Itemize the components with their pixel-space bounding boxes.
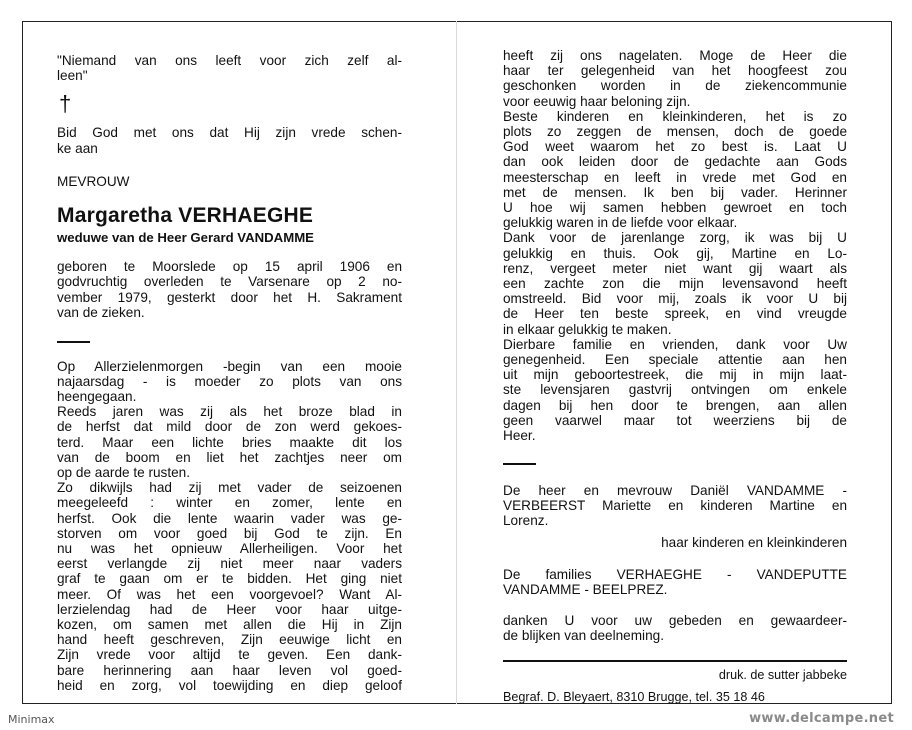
opening-quote: "Niemand van ons leeft voor zich zelf al- leen" <box>57 53 402 84</box>
card-fold <box>456 21 457 704</box>
right-column <box>503 48 847 705</box>
birth-death-paragraph: geboren te Moorslede op 15 april 1906 en godvruchtig overleden te Varsenare op 2 no- vember 1979, gesterkt door het H. Sakrament van de zieken. <box>57 259 402 320</box>
undertaker-credit: Begraf. D. Bleyaert, 8310 Brugge, tel. 35 18 46 <box>503 690 765 705</box>
printer-credit: druk. de sutter jabbeke <box>718 667 847 682</box>
children-paragraph: De heer en mevrouw Daniël VANDAMME - VERBEERST Mariette en kinderen Martine en Lorenz. <box>503 482 847 529</box>
divider-dash <box>57 341 90 343</box>
children-role: haar kinderen en kleinkinderen <box>661 535 847 551</box>
prayer-line: Bid God met ons dat Hij zijn vrede schen- ke aan <box>57 125 402 156</box>
deceased-name: Margaretha VERHAEGHE <box>57 204 314 228</box>
cross-symbol: † <box>59 91 72 117</box>
eulogy-paragraph-right: heeft zij ons nagelaten. Moge de Heer die haar ter gelegenheid van het hoogfeest zou geschonken worden in de ziekencommunie voor eeuwig haar beloning zijn. Beste kinderen en kleinkinderen, het is zo plots zo zeggen de mensen, doch de goede God weet waarom het zo best is. Laat U dan ook leiden door de gedachte aan Gods meesterschap en leeft in vrede met God en met de mensen. Ik ben bij vader. Herinner U hoe wij samen hebben gewroet en toch gelukkig waren in de liefde voor elkaar. Dank voor de jarenlange zorg, ik was bij U gelukkig en thuis. Ook gij, Martine en Lo- renz, vergeet meter niet want gij waart als een zachte zon die mijn levensavond heeft omstreeld. Bid voor mij, zoals ik voor U bij de Heer ten beste spreek, en vind vreugde in elkaar gelukkig te maken. Dierbare familie en vrienden, dank voor Uw genegenheid. Een speciale attentie aan hen uit mijn geboortestreek, die mij in mijn laat- ste levensjaren gastvrij ontvingen om enkele dagen bij hen door te brengen, aan allen geen vaarwel maar tot weerziens bij de Heer. <box>503 48 847 444</box>
divider-dash <box>503 463 536 465</box>
honorific: MEVROUW <box>57 173 130 189</box>
eulogy-paragraph-left: Op Allerzielenmorgen -begin van een mooie najaarsdag - is moeder zo plots van ons heengegaan. Reeds jaren was zij als het broze blad in de herfst dat mild door de zon werd gekoes- terd. Maar een lichte bries maakte dit los van de boom en liet het zachtjes neer om op de aarde te rusten. Zo dikwijls had zij met vader de seizoenen meegeleefd : winter en zomer, lente en herfst. Ook die lente waarin vader was ge- storven om voor goed bij God te zijn. En nu was het opnieuw Allerheiligen. Voor het eerst verlangde zij niet meer naar vaders graf te gaan om er te bidden. Het ging niet meer. Of was het een voorgevoel? Want Al- lerzielendag had de Heer voor haar uitge- kozen, om samen met allen die Hij in Zijn hand heeft geschreven, Zijn eeuwige licht en Zijn vrede voor altijd te geven. Een dank- bare herinnering aan haar leven vol goed- heid en zorg, vol toewijding en diep geloof <box>57 358 402 693</box>
widow-of: weduwe van de Heer Gerard VANDAMME <box>57 230 314 246</box>
footer-rule <box>503 660 847 662</box>
watermark-seller: Minimax <box>8 713 55 726</box>
left-column <box>57 53 402 693</box>
families-paragraph: De families VERHAEGHE - VANDEPUTTE VANDAMME - BEELPREZ. <box>503 566 847 597</box>
watermark-site: www.delcampe.net <box>749 711 894 726</box>
thanks-paragraph: danken U voor uw gebeden en gewaardeer- de blijken van deelneming. <box>503 613 847 644</box>
